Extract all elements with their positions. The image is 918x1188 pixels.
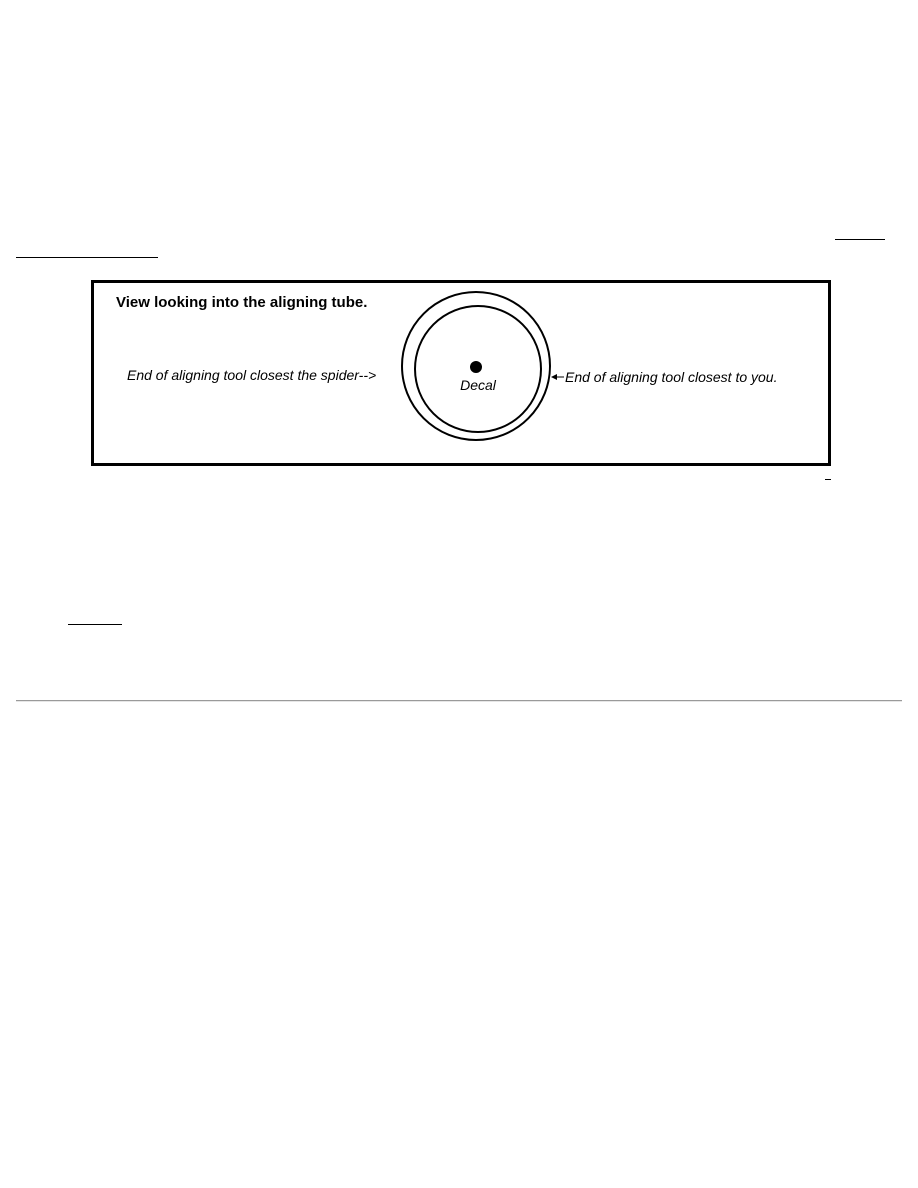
left-end-label: End of aligning tool closest the spider--> <box>127 367 377 383</box>
right-arrow-head <box>551 374 557 380</box>
diagram-drawing <box>94 283 828 463</box>
link-underline-top-right[interactable] <box>835 239 885 240</box>
decal-dot <box>470 361 482 373</box>
horizontal-rule <box>16 700 902 702</box>
link-underline-small[interactable] <box>825 479 831 480</box>
link-underline-top-left[interactable] <box>16 257 158 258</box>
link-underline-bottom[interactable] <box>68 624 122 625</box>
right-end-label: End of aligning tool closest to you. <box>565 369 778 385</box>
diagram-title: View looking into the aligning tube. <box>116 294 368 311</box>
aligning-tube-diagram <box>91 280 831 466</box>
decal-label: Decal <box>460 377 496 393</box>
